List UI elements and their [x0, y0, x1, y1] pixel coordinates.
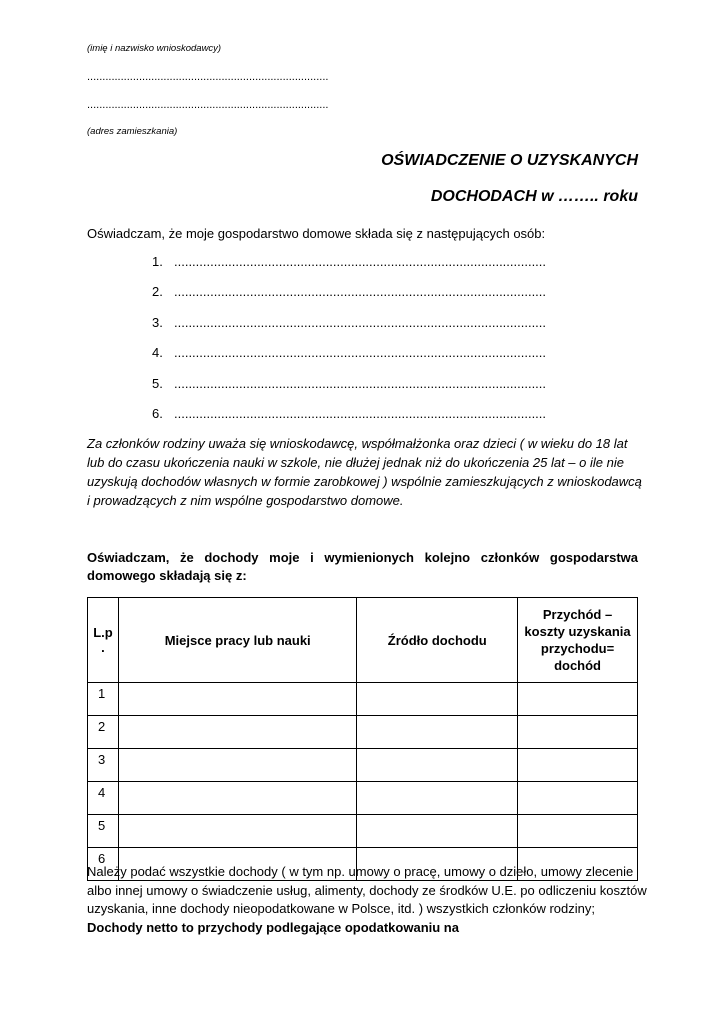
list-item-dots[interactable]: ....................................................................................................... [174, 254, 547, 269]
list-item-number: 1. [152, 254, 163, 269]
list-item-dots[interactable]: ....................................................................................................... [174, 315, 547, 330]
address-caption: (adres zamieszkania) [87, 126, 178, 137]
header-workplace: Miejsce pracy lub nauki [118, 598, 356, 683]
address-dots-line[interactable]: ............................................................................... [87, 99, 329, 111]
income-table [87, 597, 638, 881]
list-item-dots[interactable]: ....................................................................................................... [174, 406, 547, 421]
income-source-cell[interactable] [357, 815, 518, 848]
name-caption: (imię i nazwisko wnioskodawcy) [87, 43, 222, 54]
list-item-number: 6. [152, 406, 163, 421]
income-source-cell[interactable] [357, 782, 518, 815]
household-intro: Oświadczam, że moje gospodarstwo domowe składa się z następujących osób: [87, 226, 546, 241]
header-income-source: Źródło dochodu [357, 598, 518, 683]
header-lp: L.p . [88, 598, 119, 683]
table-header-row [88, 598, 638, 683]
list-item-number: 2. [152, 284, 163, 299]
table-row [88, 815, 638, 848]
document-title-line-1: OŚWIADCZENIE O UZYSKANYCH [381, 152, 638, 169]
workplace-cell[interactable] [118, 749, 356, 782]
list-item[interactable] [152, 254, 566, 269]
workplace-cell[interactable] [118, 782, 356, 815]
income-amount-cell[interactable] [518, 683, 638, 716]
family-definition-note: Za członków rodziny uważa się wnioskodawcę, współmałżonka oraz dzieci ( w wieku do 18 lat lub do czasu ukończenia nauki w szkole, nie dłużej jednak niż do ukończenia 25 lat – o ile nie uzyskują dochodów własnych w formie zarobkowej ) wspólnie zamieszkujących z wnioskodawcą i prowadzących z nim wspólne gospodarstwo domowe. [87, 436, 642, 508]
list-item-number: 5. [152, 376, 163, 391]
list-item-dots[interactable]: ....................................................................................................... [174, 376, 547, 391]
income-amount-cell[interactable] [518, 749, 638, 782]
list-item[interactable] [152, 406, 566, 421]
row-number: 1 [88, 683, 119, 716]
income-amount-cell[interactable] [518, 782, 638, 815]
income-source-cell[interactable] [357, 683, 518, 716]
table-row [88, 749, 638, 782]
income-instructions-text: Należy podać wszystkie dochody ( w tym np. umowy o pracę, umowy o dzieło, umowy zlecenie albo innej umowy o świadczenie usług, alimenty, dochody ze środków U.E. po odliczeniu kosztów uzyskania, inne dochody nieopodatkowane w Polsce, itd. ) wszystkich członków rodziny; [87, 864, 647, 916]
document-title-line-2: DOCHODACH w …….. roku [430, 188, 638, 205]
income-amount-cell[interactable] [518, 716, 638, 749]
workplace-cell[interactable] [118, 683, 356, 716]
list-item[interactable] [152, 345, 566, 360]
income-amount-cell[interactable] [518, 815, 638, 848]
net-income-definition: Dochody netto to przychody podlegające opodatkowaniu na [87, 919, 459, 935]
table-row [88, 782, 638, 815]
row-number: 4 [88, 782, 119, 815]
row-number: 3 [88, 749, 119, 782]
income-instructions [87, 863, 647, 937]
income-intro: Oświadczam, że dochody moje i wymienionych kolejno członków gospodarstwa domowego składają się z: [87, 550, 638, 583]
list-item-number: 3. [152, 315, 163, 330]
list-item[interactable] [152, 284, 566, 299]
header-income-amount: Przychód – koszty uzyskania przychodu= dochód [518, 598, 638, 683]
workplace-cell[interactable] [118, 716, 356, 749]
row-number: 5 [88, 815, 119, 848]
income-source-cell[interactable] [357, 749, 518, 782]
row-number: 2 [88, 716, 119, 749]
name-dots-line[interactable]: ............................................................................... [87, 71, 329, 83]
list-item-dots[interactable]: ....................................................................................................... [174, 284, 547, 299]
workplace-cell[interactable] [118, 815, 356, 848]
list-item-number: 4. [152, 345, 163, 360]
table-row [88, 716, 638, 749]
list-item-dots[interactable]: ....................................................................................................... [174, 345, 547, 360]
income-source-cell[interactable] [357, 716, 518, 749]
row-number: 6 [88, 848, 119, 881]
list-item[interactable] [152, 376, 566, 391]
table-row [88, 683, 638, 716]
list-item[interactable] [152, 315, 566, 330]
